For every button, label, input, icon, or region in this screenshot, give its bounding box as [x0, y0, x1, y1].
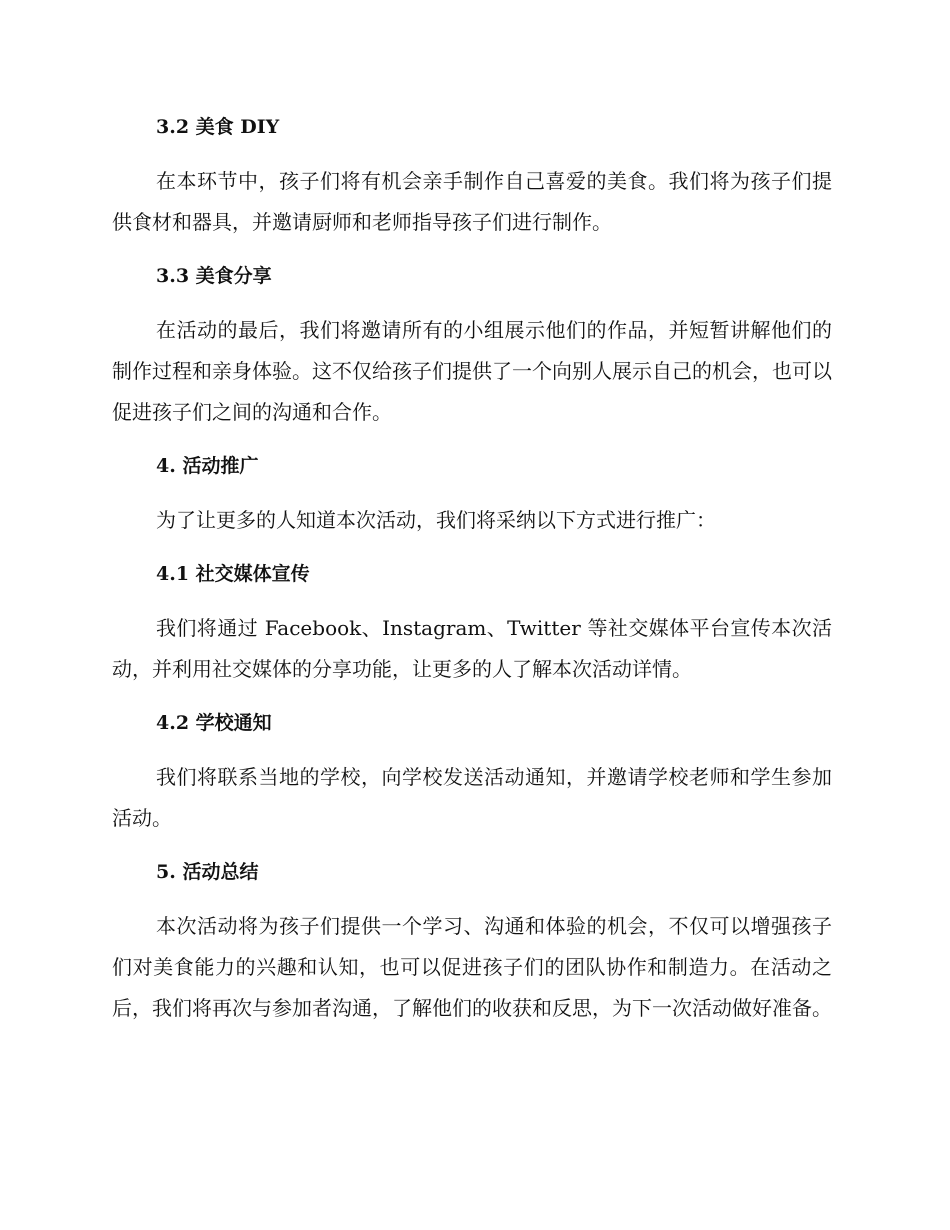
document-page [112, 108, 832, 1029]
section-paragraph-4-1: 我们将通过 Facebook、Instagram、Twitter 等社交媒体平台宣传本次活动，并利用社交媒体的分享功能，让更多的人了解本次活动详情。 [112, 616, 832, 681]
section-heading-3-3: 3.3 美食分享 [156, 265, 272, 287]
section-paragraph-5: 本次活动将为孩子们提供一个学习、沟通和体验的机会，不仅可以增强孩子们对美食能力的兴趣和认知，也可以促进孩子们的团队协作和制造力。在活动之后，我们将再次与参加者沟通，了解他们的收获和反思，为下一次活动做好准备。 [112, 914, 832, 1020]
section-heading-3-2: 3.2 美食 DIY [156, 116, 280, 138]
section-paragraph-4-2: 我们将联系当地的学校，向学校发送活动通知，并邀请学校老师和学生参加活动。 [112, 765, 832, 830]
section-heading-4: 4. 活动推广 [156, 455, 259, 477]
section-paragraph-3-2: 在本环节中，孩子们将有机会亲手制作自己喜爱的美食。我们将为孩子们提供食材和器具，并邀请厨师和老师指导孩子们进行制作。 [112, 169, 832, 234]
section-heading-5: 5. 活动总结 [156, 861, 259, 883]
section-paragraph-4: 为了让更多的人知道本次活动，我们将采纳以下方式进行推广： [156, 508, 716, 532]
section-paragraph-3-3: 在活动的最后，我们将邀请所有的小组展示他们的作品，并短暂讲解他们的制作过程和亲身体验。这不仅给孩子们提供了一个向别人展示自己的机会，也可以促进孩子们之间的沟通和合作。 [112, 318, 832, 424]
section-heading-4-1: 4.1 社交媒体宣传 [156, 563, 310, 585]
section-heading-4-2: 4.2 学校通知 [156, 712, 272, 734]
